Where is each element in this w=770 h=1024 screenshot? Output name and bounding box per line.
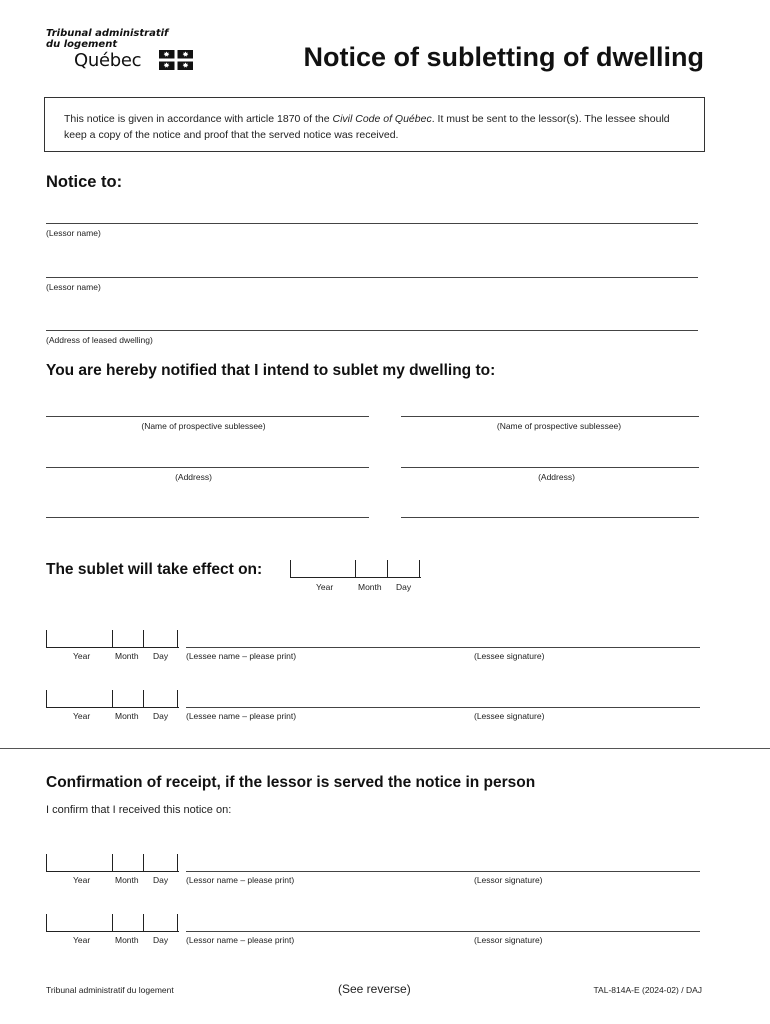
lessor-1-month-label: Month [115, 875, 139, 885]
confirmation-text: I confirm that I received this notice on: [46, 804, 232, 816]
quebec-wordmark: Québec [74, 50, 142, 71]
lessee-2-month-label: Month [115, 711, 139, 721]
lessor-1-signature-label: (Lessor signature) [474, 875, 543, 885]
section-divider [0, 748, 770, 749]
notice-to-heading: Notice to: [46, 173, 123, 191]
lessor-2-name-signature-field[interactable] [186, 931, 700, 932]
org-name-line2: du logement [46, 39, 118, 50]
lessee-2-signature-label: (Lessee signature) [474, 711, 545, 721]
sublessee-name-2-field[interactable] [401, 416, 699, 417]
sublessee-name-2-label: (Name of prospective sublessee) [496, 421, 622, 431]
lessee-1-month-label: Month [115, 651, 139, 661]
lessee-1-year-label: Year [73, 651, 91, 661]
effective-year-label: Year [316, 582, 334, 592]
lessee-2-year-label: Year [73, 711, 91, 721]
lessor-2-month-label: Month [115, 935, 139, 945]
info-text-civil-code: Civil Code of Québec [332, 113, 432, 125]
lessee-1-name-label: (Lessee name – please print) [186, 651, 297, 661]
footer-see-reverse: (See reverse) [338, 982, 411, 996]
lessee-1-signature-label: (Lessee signature) [474, 651, 545, 661]
lessor-name-2-field[interactable] [46, 277, 698, 278]
lessee-2-day-label: Day [153, 711, 169, 721]
tal-quebec-logo [46, 28, 206, 74]
sublessee-address-2-label: (Address) [538, 472, 575, 482]
sublessee-name-1-label: (Name of prospective sublessee) [141, 421, 266, 431]
lessee-1-day-label: Day [153, 651, 169, 661]
sublet-heading: You are hereby notified that I intend to sublet my dwelling to: [46, 362, 496, 379]
org-name-line1: Tribunal administratif [46, 28, 169, 39]
lessee-1-date-input[interactable] [46, 630, 179, 648]
leased-dwelling-address-field[interactable] [46, 330, 698, 331]
confirmation-heading: Confirmation of receipt, if the lessor is served the notice in person [46, 774, 536, 791]
lessor-2-name-label: (Lessor name – please print) [186, 935, 295, 945]
info-text-end: . It must be sent to the lessor(s). The lessee should keep a copy of the notice and proof that the served notice was received. [64, 113, 670, 141]
effective-month-label: Month [358, 582, 382, 592]
lessee-2-date-input[interactable] [46, 690, 179, 708]
lessor-1-day-label: Day [153, 875, 169, 885]
effective-day-label: Day [396, 582, 412, 592]
legal-notice-box [44, 97, 705, 152]
lessor-1-year-label: Year [73, 875, 91, 885]
footer-form-code: TAL-814A-E (2024-02) / DAJ [593, 985, 702, 995]
lessor-1-name-signature-field[interactable] [186, 871, 700, 872]
effective-date-heading: The sublet will take effect on: [46, 561, 263, 578]
form-title: Notice of subletting of dwelling [303, 42, 704, 72]
sublessee-address-1-extra-field[interactable] [46, 517, 369, 518]
lessee-2-name-label: (Lessee name – please print) [186, 711, 297, 721]
sublessee-address-2-field[interactable] [401, 467, 699, 468]
leased-dwelling-address-label: (Address of leased dwelling) [46, 335, 153, 345]
info-text-start: This notice is given in accordance with article 1870 of the [64, 113, 333, 125]
sublessee-address-1-field[interactable] [46, 467, 369, 468]
lessor-2-signature-label: (Lessor signature) [474, 935, 543, 945]
lessor-1-date-input[interactable] [46, 854, 179, 872]
lessee-1-name-signature-field[interactable] [186, 647, 700, 648]
effective-date-input[interactable] [290, 560, 421, 578]
lessor-name-1-label: (Lessor name) [46, 228, 101, 238]
lessor-name-1-field[interactable] [46, 223, 698, 224]
quebec-flag-icon [159, 50, 193, 70]
lessor-name-2-label: (Lessor name) [46, 282, 101, 292]
footer-organization: Tribunal administratif du logement [46, 985, 174, 995]
sublessee-name-1-field[interactable] [46, 416, 369, 417]
lessor-1-name-label: (Lessor name – please print) [186, 875, 295, 885]
lessee-2-name-signature-field[interactable] [186, 707, 700, 708]
lessor-2-year-label: Year [73, 935, 91, 945]
sublessee-address-1-label: (Address) [175, 472, 212, 482]
lessor-2-date-input[interactable] [46, 914, 179, 932]
sublessee-address-2-extra-field[interactable] [401, 517, 699, 518]
lessor-2-day-label: Day [153, 935, 169, 945]
